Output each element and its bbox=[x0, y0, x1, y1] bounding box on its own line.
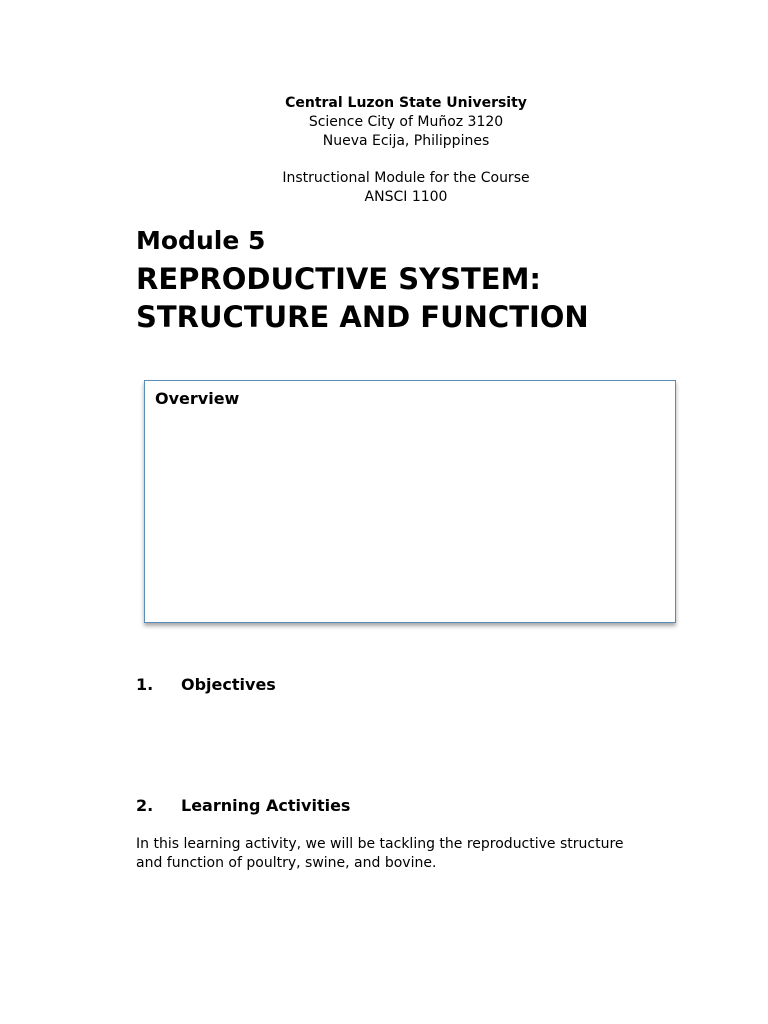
document-header bbox=[0, 94, 768, 207]
header-spacer bbox=[0, 151, 768, 169]
module-course-line: Instructional Module for the Course bbox=[282, 170, 530, 186]
learning-activities-paragraph: In this learning activity, we will be tackling the reproductive structure and function of poultry, swine, and bovine. bbox=[136, 836, 624, 871]
section-objectives bbox=[136, 674, 276, 696]
course-code: ANSCI 1100 bbox=[364, 189, 448, 205]
overview-box bbox=[144, 380, 676, 623]
module-number: Module 5 bbox=[136, 226, 266, 255]
address-line-1: Science City of Muñoz 3120 bbox=[308, 114, 504, 130]
section-title: Learning Activities bbox=[181, 796, 351, 815]
module-title bbox=[136, 260, 696, 336]
section-number: 1. bbox=[136, 675, 154, 694]
section-title: Objectives bbox=[181, 675, 276, 694]
module-title-line-1: REPRODUCTIVE SYSTEM: bbox=[136, 262, 542, 296]
overview-label: Overview bbox=[155, 389, 240, 408]
university-name: Central Luzon State University bbox=[285, 95, 527, 111]
module-title-line-2: STRUCTURE AND FUNCTION bbox=[136, 300, 589, 334]
address-line-2: Nueva Ecija, Philippines bbox=[322, 133, 490, 149]
section-learning-activities bbox=[136, 795, 350, 817]
section-number: 2. bbox=[136, 796, 154, 815]
